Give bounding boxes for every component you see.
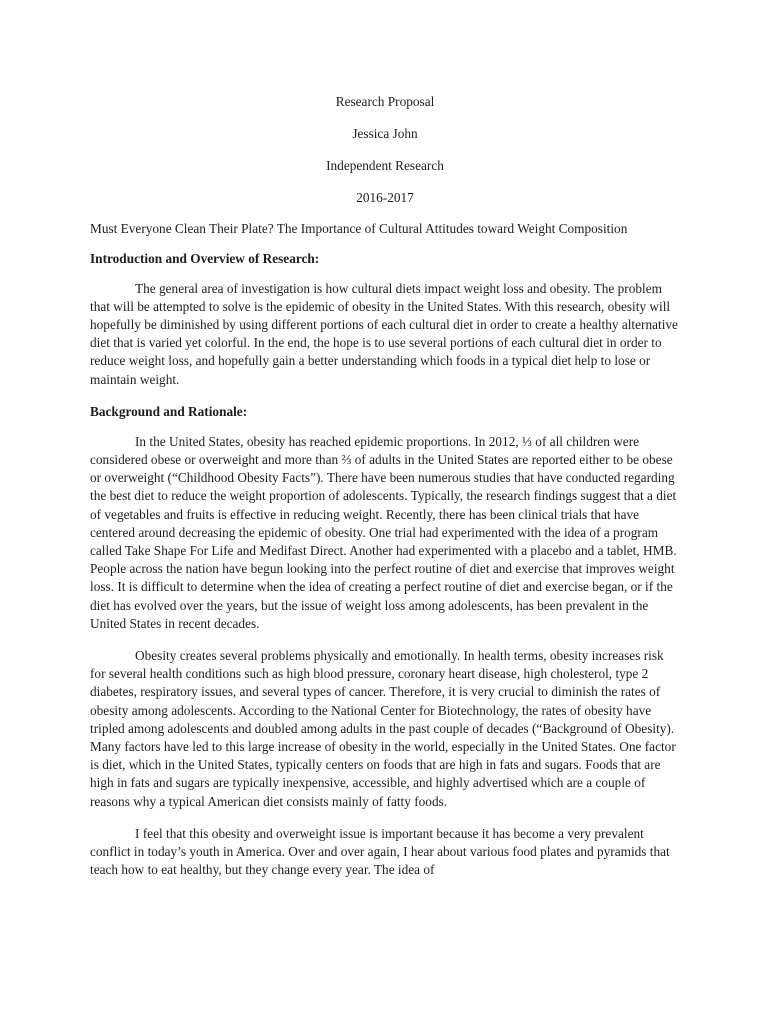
background-paragraph-2: Obesity creates several problems physically and emotionally. In health terms, obesity increases risk for several health conditions such as high blood pressure, coronary heart disease, high cholesterol, type 2 diabetes, respiratory issues, and several types of cancer. Therefore, it is very crucial to diminish the rates of obesity among adolescents. According to the National Center for Biotechnology, the rates of obesity have tripled among adolescents and doubled among adults in the past couple of decades (“Background of Obesity). Many factors have led to this large increase of obesity in the world, especially in the United States. One factor is diet, which in the United States, typically centers on foods that are high in fats and sugars. Foods that are high in fats and sugars are typically inexpensive, accessible, and highly advertised which are a couple of reasons why a typical American diet consists mainly of fatty foods. xyxy=(90,647,676,809)
document-page xyxy=(90,92,680,893)
section-heading-background: Background and Rationale: xyxy=(90,403,248,419)
course-name: Independent Research xyxy=(326,158,444,173)
section-heading-introduction: Introduction and Overview of Research: xyxy=(90,250,320,266)
background-paragraph-1: In the United States, obesity has reached epidemic proportions. In 2012, ⅓ of all children were considered obese or overweight and more than ⅔ of adults in the United States are reported either to be obese or overweight (“Childhood Obesity Facts”). There have been numerous studies that have conducted regarding the best diet to reduce the weight proportion of adolescents. Typically, the research findings suggest that a diet of vegetables and fruits is effective in reducing weight. Recently, there has been clinical trials that have centered around decreasing the epidemic of obesity. One trial had experimented with the idea of a program called Take Shape For Life and Medifast Direct. Another had experimented with a placebo and a tablet, HMB. People across the nation have begun looking into the perfect routine of diet and exercise that improves weight loss. It is difficult to determine when the idea of creating a perfect routine of diet and exercise began, or if the diet has evolved over the years, but the issue of weight loss among adolescents, has been prevalent in the United States in recent decades. xyxy=(90,433,677,631)
document-type: Research Proposal xyxy=(335,94,435,109)
proposal-title: Must Everyone Clean Their Plate? The Importance of Cultural Attitudes toward Weight Composition xyxy=(90,221,628,236)
background-paragraph-3: I feel that this obesity and overweight issue is important because it has become a very prevalent conflict in today’s youth in America. Over and over again, I hear about various food plates and pyramids that teach how to eat healthy, but they change every year. The idea of xyxy=(90,825,670,878)
introduction-paragraph: The general area of investigation is how cultural diets impact weight loss and obesity. The problem that will be attempted to solve is the epidemic of obesity in the United States. With this research, obesity will hopefully be diminished by using different portions of each cultural diet in order to create a healthy alternative diet that is varied yet colorful. In the end, the hope is to use several portions of each cultural diet in order to reduce weight loss, and hopefully gain a better understanding which foods in a typical diet help to lose or maintain weight. xyxy=(90,280,678,387)
author-name: Jessica John xyxy=(352,126,418,141)
academic-year: 2016-2017 xyxy=(356,190,414,205)
